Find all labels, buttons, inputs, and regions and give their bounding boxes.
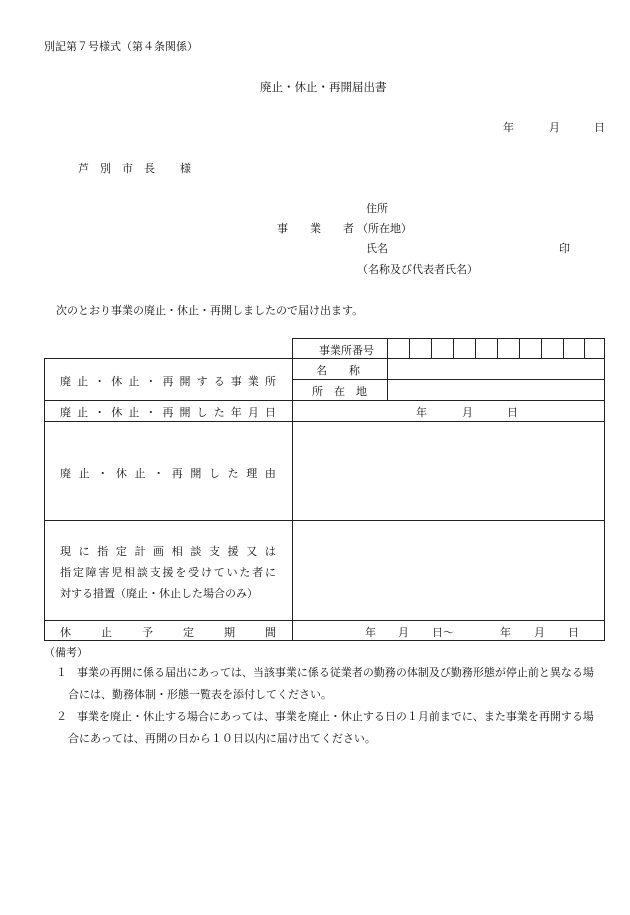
- measures-label-line2: 指 定 障 害 児 相 談 支 援 を 受 け て い た 者 に: [60, 566, 276, 579]
- measures-label-line1: 現 に 指 定 計 画 相 談 支 援 又 は: [60, 545, 276, 558]
- operator-label: 事 業 者: [277, 222, 354, 235]
- address-label: 住所: [366, 202, 388, 215]
- period-label: 休 止 予 定 期 間: [60, 626, 276, 639]
- name-note: （名称及び代表者氏名）: [357, 263, 478, 276]
- period-from-year: 年: [365, 626, 376, 639]
- date-year-label: 年: [503, 121, 514, 134]
- form-table: [44, 338, 605, 641]
- note-item-1-line2: 合には、勤務体制・形態一覧表を添付してください。: [68, 688, 332, 701]
- period-to-year: 年: [500, 626, 511, 639]
- form-number: 別記第７号様式（第４条関係）: [44, 40, 198, 53]
- addressee-honorific: 様: [180, 162, 191, 175]
- period-to-month: 月: [534, 626, 545, 639]
- note-item-2: [56, 706, 616, 728]
- office-number-label: 事業所番号: [319, 344, 374, 357]
- period-from-month: 月: [398, 626, 409, 639]
- date-value-year: 年: [416, 406, 427, 419]
- note-item-2-cont: [56, 728, 616, 750]
- note-item-1: [56, 662, 616, 684]
- intro-text: 次のとおり事業の廃止・休止・再開しましたので届け出ます。: [56, 304, 364, 317]
- note-item-1-cont: [56, 684, 616, 706]
- addressee-name: 芦 別 市 長: [78, 162, 155, 175]
- date-value-day: 日: [507, 406, 518, 419]
- name-label: 氏名: [366, 242, 388, 255]
- note-item-2-line1: 事業を廃止・休止する場合にあっては、事業を廃止・休止する日の１月前までに、また事業を再開する場: [77, 710, 594, 723]
- office-label: 廃 止 ・ 休 止 ・ 再 開 す る 事 業 所: [60, 375, 276, 388]
- seal-mark: 印: [559, 242, 570, 255]
- note-item-2-number: ２: [56, 710, 67, 723]
- reason-label: 廃 止 ・ 休 止 ・ 再 開 し た 理 由: [60, 467, 276, 480]
- office-name-label: 名 称: [316, 364, 360, 377]
- date-label: 廃 止 ・ 休 止 ・ 再 開 し た 年 月 日: [60, 406, 276, 419]
- office-location-label: 所 在 地: [312, 385, 367, 398]
- document-title: 廃止・休止・再開届出書: [260, 80, 387, 94]
- note-item-1-line1: 事業の再開に係る届出にあっては、当該事業に係る従業者の勤務の体制及び勤務形態が停止前と異なる場: [77, 666, 594, 679]
- notes-heading: （備考）: [44, 646, 88, 659]
- date-day-label: 日: [594, 121, 605, 134]
- date-value-month: 月: [462, 406, 473, 419]
- location-note: （所在地）: [357, 222, 412, 235]
- note-item-2-line2: 合にあっては、再開の日から１０日以内に届け出てください。: [68, 732, 376, 745]
- notes: [56, 662, 616, 750]
- measures-label-line3: 対する措置（廃止・休止した場合のみ）: [60, 587, 258, 600]
- note-item-1-number: １: [56, 666, 67, 679]
- period-to-day: 日: [568, 626, 579, 639]
- period-from-day: 日〜: [432, 626, 454, 639]
- date-month-label: 月: [549, 121, 560, 134]
